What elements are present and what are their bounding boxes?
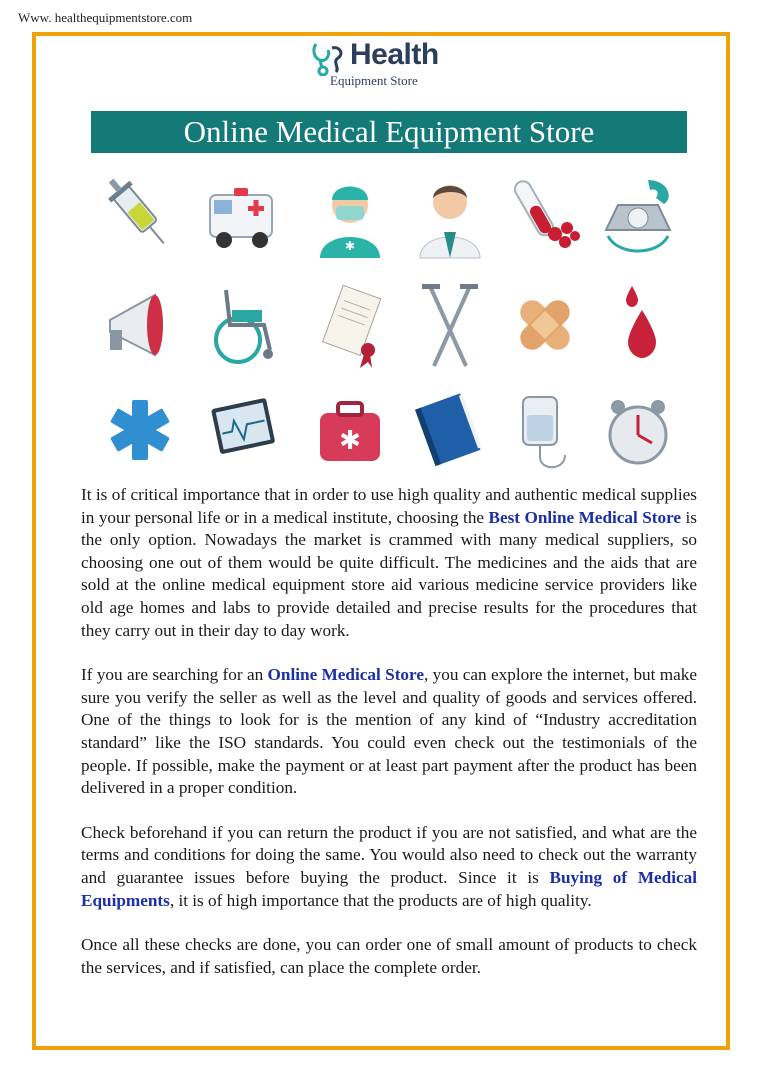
- blood-test-tube-icon: [505, 170, 585, 260]
- medical-book-icon: [410, 385, 490, 475]
- alarm-clock-icon: [598, 385, 678, 475]
- star-of-life-icon: [100, 385, 180, 475]
- p1-text-after: is the only option. Nowadays the market is crammed with many medical suppliers, so choosing one out of them would be quite difficult. The medicines and the aids that are sold at the online medical equipment store aid various medicine service providers like old age homes and labs to provide detailed and precise results for the procedures that they carry out in their day to day work.: [81, 507, 697, 640]
- paragraph-2: [81, 664, 697, 800]
- logo: [310, 38, 470, 90]
- page-title-banner: Online Medical Equipment Store: [91, 111, 687, 153]
- medical-icon-grid: [100, 170, 690, 470]
- iv-bag-icon: [505, 385, 585, 475]
- p1-text-before: It is of critical importance that in order to use high quality and authentic medical supplies in your personal life or in a medical institute, choosing the: [81, 485, 697, 527]
- telephone-icon: [598, 170, 678, 260]
- certificate-scroll-icon: [310, 280, 390, 370]
- article-body: [81, 484, 697, 1001]
- p2-text-before: If you are searching for an: [81, 665, 268, 685]
- paragraph-4: Once all these checks are done, you can order one of small amount of products to check the services, and if satisfied, can place the complete order.: [81, 935, 697, 977]
- wheelchair-icon: [204, 280, 284, 370]
- syringe-icon: [100, 170, 180, 260]
- logo-subtitle: Equipment Store: [330, 73, 418, 88]
- stethoscope-logo-icon: [310, 40, 346, 76]
- online-medical-store-link[interactable]: Online Medical Store: [267, 665, 424, 685]
- best-online-medical-store-link[interactable]: Best Online Medical Store: [488, 507, 682, 527]
- diagnosis-monitor-icon: [204, 385, 284, 475]
- svg-text:✱: ✱: [344, 239, 356, 253]
- ambulance-icon: [204, 170, 284, 260]
- first-aid-kit-icon: [310, 385, 390, 475]
- megaphone-icon: [100, 280, 180, 370]
- logo-title: Health: [350, 38, 439, 71]
- crutches-icon: [410, 280, 490, 370]
- paragraph-1: [81, 484, 697, 642]
- buying-medical-equipments-link[interactable]: Buying of Medical Equipments: [81, 867, 698, 910]
- blood-drops-icon: [598, 280, 678, 370]
- p2-text-after: , you can explore the internet, but make sure you verify the seller as well as the level and quality of goods and services offered. One of the things to look for is the mention of any kind of “Industry accreditation standard” like the ISO standards. You could even check out the testimonials of the people. If possible, make the payment or at least part payment after the product has been delivered in a proper condition.: [81, 665, 697, 798]
- paragraph-3: [81, 822, 697, 912]
- bandage-icon: [505, 280, 585, 370]
- doctor-icon: [410, 170, 490, 260]
- p3-text-after: , it is of high importance that the products are of high quality.: [169, 890, 592, 910]
- surgeon-icon: [310, 170, 390, 260]
- website-url: Www. healthequipmentstore.com: [18, 10, 193, 25]
- p3-text-before: Check beforehand if you can return the product if you are not satisfied, and what are the terms and conditions for doing the same. You would also need to check out the warranty and guarantee issues before buying the product. Since it is: [81, 822, 697, 887]
- svg-text:✱: ✱: [339, 426, 361, 456]
